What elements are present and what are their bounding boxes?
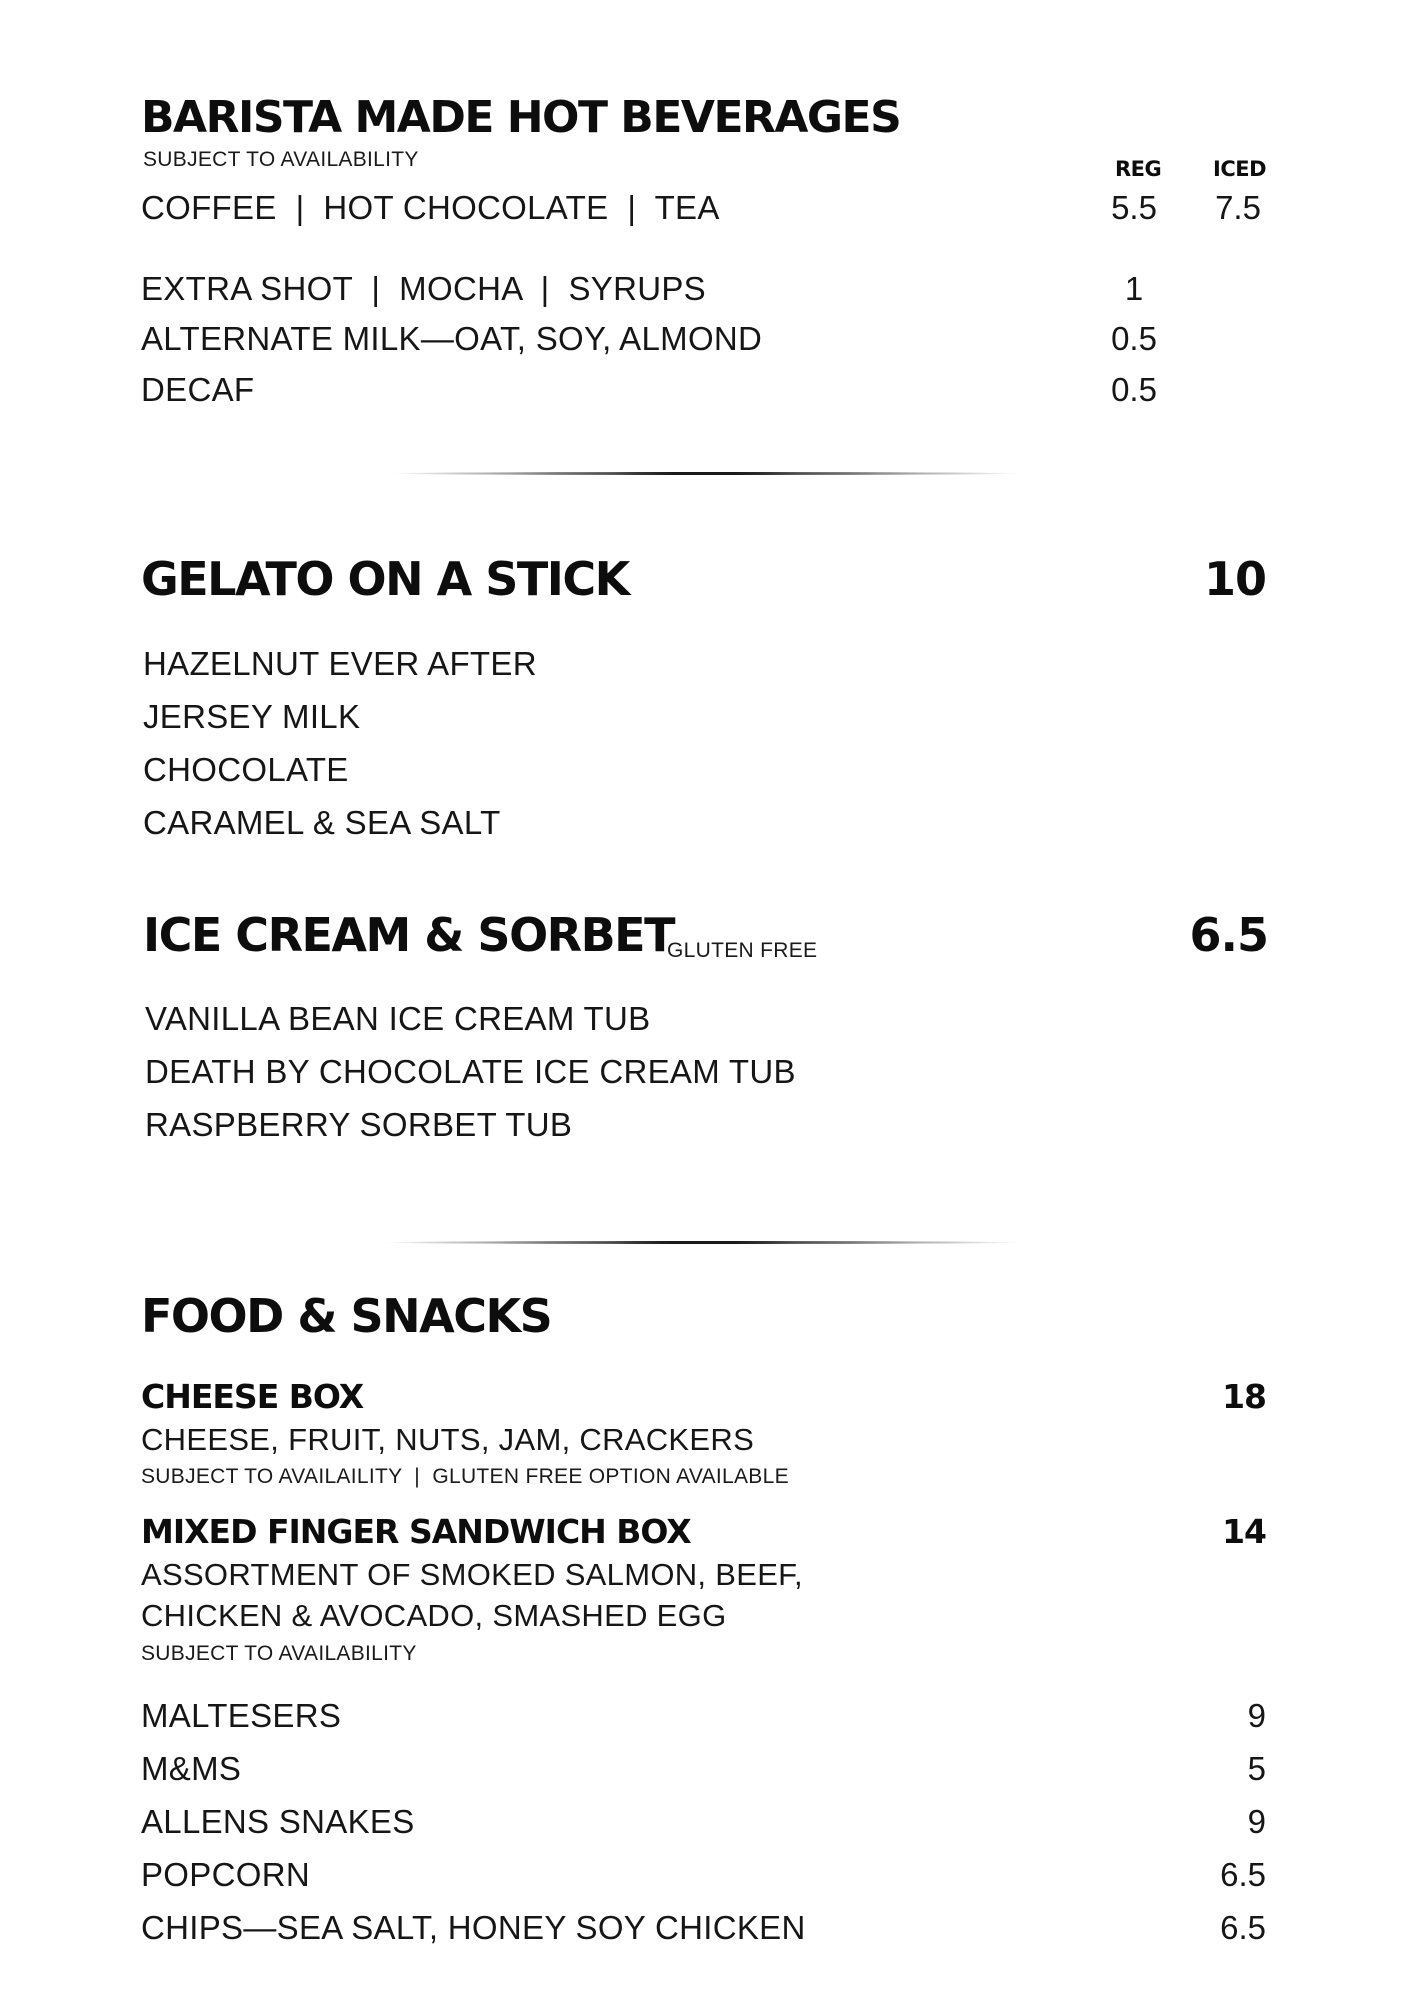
hot-beverages-subtitle: SUBJECT TO AVAILABILITY	[143, 148, 419, 171]
section-divider	[383, 1241, 1020, 1244]
cheese-box-note: SUBJECT TO AVAILAILITY | GLUTEN FREE OPTION AVAILABLE	[141, 1465, 789, 1488]
extra-price: 0.5	[1111, 371, 1157, 408]
extra-price: 0.5	[1111, 320, 1157, 357]
extra-item: EXTRA SHOT | MOCHA | SYRUPS	[141, 270, 706, 307]
snack-price: 5	[1247, 1750, 1266, 1787]
extra-item: DECAF	[141, 371, 255, 408]
price-iced: 7.5	[1215, 189, 1261, 226]
gelato-price: 10	[1203, 552, 1266, 606]
snack-price: 6.5	[1220, 1856, 1266, 1893]
sandwich-box-desc-line1: ASSORTMENT OF SMOKED SALMON, BEEF,	[141, 1557, 803, 1592]
snack-name: POPCORN	[141, 1856, 310, 1893]
snack-price: 9	[1247, 1803, 1266, 1840]
gluten-free-tag: GLUTEN FREE	[667, 939, 818, 962]
price-reg: 5.5	[1111, 189, 1157, 226]
sandwich-box-note: SUBJECT TO AVAILABILITY	[141, 1642, 417, 1665]
snack-price: 9	[1247, 1697, 1266, 1734]
snack-name: CHIPS—SEA SALT, HONEY SOY CHICKEN	[141, 1909, 806, 1946]
sandwich-box-desc-line2: CHICKEN & AVOCADO, SMASHED EGG	[141, 1598, 727, 1633]
extra-item: ALTERNATE MILK—OAT, SOY, ALMOND	[141, 320, 763, 357]
extra-price: 1	[1124, 270, 1144, 307]
sandwich-box-price: 14	[1222, 1512, 1266, 1551]
gelato-title: GELATO ON A STICK	[141, 552, 629, 606]
snack-price: 6.5	[1220, 1909, 1266, 1946]
gelato-flavour: JERSEY MILK	[143, 698, 361, 735]
food-title: FOOD & SNACKS	[141, 1289, 552, 1343]
hot-beverages-title: BARISTA MADE HOT BEVERAGES	[141, 92, 901, 143]
section-divider	[390, 472, 1020, 475]
cheese-box-desc: CHEESE, FRUIT, NUTS, JAM, CRACKERS	[141, 1422, 755, 1457]
cheese-box-name: CHEESE BOX	[141, 1377, 364, 1416]
ice-cream-item: VANILLA BEAN ICE CREAM TUB	[145, 1000, 651, 1037]
ice-cream-item: DEATH BY CHOCOLATE ICE CREAM TUB	[145, 1053, 796, 1090]
sandwich-box-name: MIXED FINGER SANDWICH BOX	[141, 1512, 691, 1551]
cheese-box-price: 18	[1222, 1377, 1266, 1416]
snack-name: M&MS	[141, 1750, 242, 1787]
gelato-flavour: CARAMEL & SEA SALT	[143, 804, 501, 841]
gelato-flavour: HAZELNUT EVER AFTER	[143, 645, 537, 682]
column-header-iced: ICED	[1213, 157, 1267, 181]
ice-cream-item: RASPBERRY SORBET TUB	[145, 1106, 573, 1143]
column-header-reg: REG	[1115, 157, 1162, 181]
snack-name: MALTESERS	[141, 1697, 342, 1734]
snack-name: ALLENS SNAKES	[141, 1803, 415, 1840]
gelato-flavour: CHOCOLATE	[143, 751, 349, 788]
hot-beverage-main-item: COFFEE | HOT CHOCOLATE | TEA	[141, 189, 720, 226]
ice-cream-title: ICE CREAM & SORBET	[143, 908, 674, 962]
ice-cream-price: 6.5	[1189, 908, 1268, 962]
